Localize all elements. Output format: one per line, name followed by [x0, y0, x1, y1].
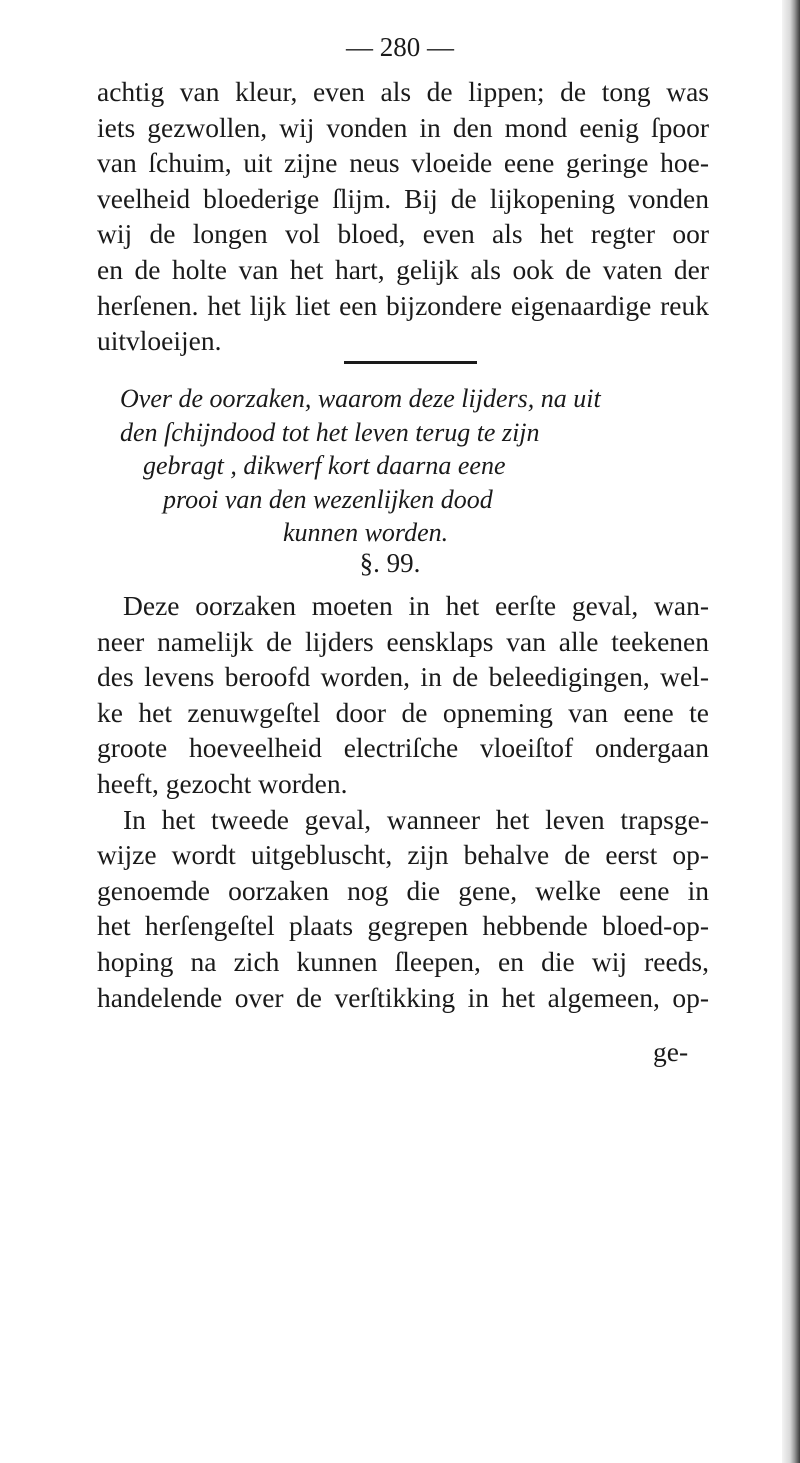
- text-line: veelheid bloederige ſlijm. Bij de lijkopening vonden: [97, 182, 709, 214]
- paragraph-2: [97, 588, 709, 1015]
- section-divider: [344, 361, 477, 364]
- text-line: handelende over de verſtikking in het algemeen, op-: [97, 981, 709, 1013]
- catchword: ge-: [653, 1036, 689, 1067]
- heading-line: Over de oorzaken, waarom deze lijders, na uit: [120, 384, 601, 413]
- heading-line: kunnen worden.: [283, 518, 449, 547]
- section-number: [0, 548, 800, 579]
- text-line: In het tweede geval, wanneer het leven trapsge-: [123, 803, 709, 835]
- text-line: heeft, gezocht worden.: [97, 767, 348, 799]
- section-heading: [120, 382, 720, 550]
- heading-line: prooi van den wezenlijken dood: [163, 484, 493, 514]
- text-line: het herſengeſtel plaats gegrepen hebbende bloed-op-: [97, 910, 709, 942]
- paragraph-1: [97, 74, 709, 359]
- text-line: des levens beroofd worden, in de beleedigingen, wel-: [97, 661, 709, 693]
- text-line: neer namelijk de lijders eensklaps van alle teekenen: [97, 625, 709, 657]
- page-number: — 280 —: [346, 32, 454, 62]
- text-line: hoping na zich kunnen ſleepen, en die wij reeds,: [97, 945, 709, 977]
- text-line: en de holte van het hart, gelijk als ook de vaten der: [97, 253, 709, 285]
- text-line: herſenen. het lijk liet een bijzondere eigenaardige reuk: [97, 289, 709, 321]
- text-line: wij de longen vol bloed, even als het regter oor: [97, 218, 709, 250]
- heading-line: den ſchijndood tot het leven terug te zijn: [120, 417, 540, 447]
- heading-line: gebragt , dikwerf kort daarna eene: [143, 451, 506, 480]
- text-line: iets gezwollen, wij vonden in den mond eenig ſpoor: [97, 111, 709, 143]
- text-line: genoemde oorzaken nog die gene, welke eene in: [97, 874, 709, 906]
- text-line: ke het zenuwgeſtel door de opneming van eene te: [97, 696, 709, 728]
- text-line: achtig van kleur, even als de lippen; de tong was: [97, 76, 709, 107]
- page-edge: [782, 0, 800, 1463]
- text-line: groote hoeveelheid electriſche vloeiſtof ondergaan: [97, 732, 709, 764]
- text-line: uitvloeijen.: [97, 325, 222, 357]
- text-line: van ſchuim, uit zijne neus vloeide eene geringe hoe-: [97, 147, 709, 179]
- section-marker: §. 99.: [359, 548, 421, 578]
- text-line: wijze wordt uitgebluscht, zijn behalve de eerst op-: [97, 839, 709, 871]
- text-line: Deze oorzaken moeten in het eerſte geval, wan-: [123, 590, 709, 621]
